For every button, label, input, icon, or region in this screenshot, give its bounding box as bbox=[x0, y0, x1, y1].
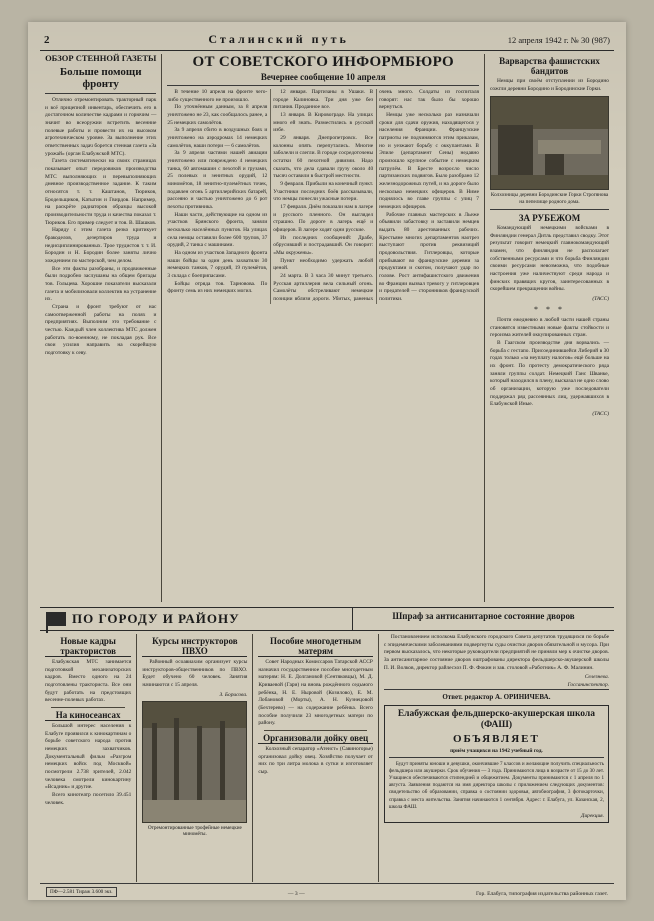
printer-imprint: Гор. Елабуга, типография издательства районных газет. bbox=[475, 891, 608, 897]
footer-rule bbox=[40, 883, 614, 884]
article-paragraph: В течение 10 апреля на фронте чего-либо существенного не произошло. bbox=[167, 89, 268, 103]
article-paragraph: Страна и фронт требуют от нас самоотверженной работы на полях и предприятиях. Выполним это требование с честью. Каждый член коллектива МТС должен работать по-военному, не покладая рук. Все свои усилия направить на скорейшую подготовку к севу. bbox=[45, 304, 157, 357]
print-run: ПФ—2.581 Тираж 3.600 экз. bbox=[46, 887, 117, 897]
article-paragraph: Елабужская МТС занимается подготовкой механизаторских кадров. Вместо одного на 24 подготовлены тракториста. Все они будут работать на предстоящих весенне-полевых работах. bbox=[45, 659, 132, 704]
article-paragraph: Рабочие главных мастерских в Льеже объявили забастовку и заставили немцев выдать 80 арестованных рабочих. Крестьяне многих департаментов наотрез выступают против реквизиций продовольствия. Гитлеровцы, которые прибывают во французские деревни за продуктами и скотом, получают удар по голове. Рост антифашистского движения во Франции вызвал тревогу у гитлеровцев и предателей — сторонников французской политики. bbox=[379, 211, 479, 303]
article-paragraph: Почти ежедневно в любой части нашей страны становятся известными новые факты стойкости и героизма жителей оккупированных стран. bbox=[490, 316, 609, 339]
divider bbox=[45, 93, 156, 94]
article-paragraph: В Гаагском производстве дня ворвались — борьба с гестапо. Присоединившейся Либерий в 30 годах только «за неуплату налогов» ещё больше на их фронт. По протесту демократического ряда заняли группы солдат. Немецкий Ганс Шванке, который находился в плену, высказал не одно слово об организации, которую уже последователи поддержал ряд рассеянных лиц, удержавшихся в Елабужской Иные. bbox=[490, 339, 609, 408]
ad-signature: Дирекция. bbox=[581, 813, 604, 820]
flag-icon bbox=[46, 612, 66, 626]
lower-column-2 bbox=[136, 634, 252, 882]
page-number: 2 bbox=[44, 34, 50, 46]
ad-subtitle: приём учащихся на 1942 учебный год. bbox=[450, 748, 543, 755]
kicker-stennaya: ОБЗОР СТЕННОЙ ГАЗЕТЫ bbox=[45, 53, 157, 63]
ad-body: Будут приняты юноши и девушки, окончившие 7 классов и желающие получить специальность фельдшера или акушерки. Срок обучения — 3 года. Принимаются лица в возрасте от 15 до 30 лет. Учащиеся обеспечиваются стипендией и общежитием. Документы принимаются с 1 апреля по 1 августа. Заявления подаются на имя директора школы с приложением следующих документов: свидетельство об образовании, справка о состоянии здоровья, автобиография, 3 фотокарточки, справка с места жительства. Занятия начинаются 1 сентября. Адрес: г. Елабуга, ул. Казанская, 2, школа ФАШ. bbox=[388, 760, 604, 810]
article-paragraph: Районный осоавиахим организует курсы инструкторов-общественников по ПВХО. Будет обучено 60 человек. Занятия начинаются с 15 апреля. bbox=[142, 659, 248, 689]
ad-fash-school bbox=[384, 705, 609, 823]
column-left bbox=[40, 54, 161, 602]
author-signature: З. Борисова. bbox=[219, 691, 248, 698]
paper-title: Сталинский путь bbox=[208, 32, 349, 46]
article-paragraph: Все эти факты разобраны, и продвиженные были подробно заслушаны на общем бригады тов. Гольцева. Хорошие показатели высказали газета и мобилизовали коллектив на устранение их. bbox=[45, 265, 157, 303]
banner-fine-title: Шпраф за антисанитарное состояние дворов bbox=[392, 611, 575, 621]
photo-caption: Колхозницы деревни Бородинские Горки Строгянова на пепелище родного дома. bbox=[490, 192, 609, 206]
lower-columns bbox=[40, 634, 614, 882]
photo-burned-village bbox=[490, 96, 609, 190]
banner-title: ПО ГОРОДУ И РАЙОНУ bbox=[72, 611, 240, 626]
article-paragraph: Отлично отремонтировать тракторный парк и всё прицепной инвентарь, обеспечить его в достаточном количестве кадрами и горючим — значит во всеоружии встретить весенние полевые работы и провести их на высоком агротехническом уровне. За выполнение этих ответственных задач борется стенная газета «За урожай» (орган Елабужской МТС). bbox=[45, 96, 157, 157]
article-paragraph: Командующий немецкими войсками в Финляндии генерал Дитль представил сводку. Этот результат говорит немецкий главнокомандующий взамен, что финляндия не располагает собственными ресурсами и что борьба Финляндии своими ресурсами невозможна, что подобные настроения уже наличествуют среди народа и финских правящих кругов, заинтересованных в скорейшем прекращении войны. bbox=[490, 224, 609, 293]
lower-column-3 bbox=[252, 634, 377, 882]
article-paragraph: Совет Народных Комиссаров Татарской АССР назначил государственное пособие многодетным матерям: Н. Е. Долгановой (Сентяковцы), М. Д. Криваевой (Гари) на вновь рождённого седьмого ребёнка, Н. Е. Ныровой (Козилово), Е. М. Лобановой (Морты), А. Н. Кузнецовой (Бехтерево) — на содержание ребёнка. Всего пособие получили 23 многодетных матери по району. bbox=[258, 659, 373, 727]
masthead-rule bbox=[40, 50, 614, 51]
lower-column-4 bbox=[378, 634, 614, 882]
article-paragraph: По уточнённым данным, за 8 апреля уничтожено не 23, как сообщалось ранее, а 25 немецких самолётов. bbox=[167, 104, 268, 126]
lower-column-1 bbox=[40, 634, 136, 882]
article-paragraph: За 9 апреля сбито в воздушных боях и уничтожено на аэродромах 14 немецких самолётов, наши потери — 6 самолётов. bbox=[167, 127, 268, 149]
article-paragraph: Всего кинотеатр посетило 39.451 человек. bbox=[45, 792, 132, 806]
newspaper-page bbox=[28, 22, 626, 900]
article-paragraph: Из последних сообщений: Драбе, обрусивший и пострадавший. Он говорит: «Мы окружены». bbox=[273, 234, 374, 257]
divider bbox=[51, 707, 125, 708]
subheadline: Вечернее сообщение 10 апреля bbox=[260, 72, 386, 82]
divider bbox=[389, 757, 604, 758]
folio: — 3 — bbox=[287, 891, 305, 897]
headline-posobie: Пособие многодетным матерям bbox=[258, 636, 372, 657]
article-paragraph: Немцы уже несколько раз назначали сроки для сдачи оружия, находящегося у населения Франции. Французские патриоты не подчиняются этим приказам, но и уезжают борьбу с оккупантами. В Эпиле (департамент Сены) недавно произошло крупное событие с немецким патрулём. В Бресте возросло число партизанских подвигов. Было разобрано 12 железнодорожных путей, и на дороге было несколько немецких офицеров. В Ниме поднялось во главе группы с улиц 7 немецких офицеров. bbox=[379, 112, 479, 211]
issue-date: 12 апреля 1942 г. № 30 (987) bbox=[507, 35, 610, 45]
article-paragraph: 13 января. В Кировограде. На улицах много ей знать. Разместились в русской избе. bbox=[273, 112, 374, 134]
headline-new-cadres: Новые кадры трактористов bbox=[45, 636, 131, 657]
article-paragraph: Пункт необходимо удержать любой ценой. bbox=[273, 257, 374, 272]
headline-varvarstva: Варварства фашистских бандитов bbox=[499, 56, 600, 76]
section-banner bbox=[40, 607, 614, 631]
article-paragraph: За 9 апреля частями нашей авиации уничтожено или повреждено 4 немецких танка, 60 автомашин с пехотой и грузами, 25 полевых и зенитных орудий, 12 миномётов, 18 зенитно-пулемётных точек, подавлен огонь 5 артиллерийских батарей, рассеяно и частью уничтожено до 6 рот пехоты противника. bbox=[167, 150, 268, 211]
article-paragraph: 17 февраля. Днём показали нам в лагере и русского пленного. Он выглядел страшно. По дороге в лагерь ещё и офицеров. В лагере ходят одни русские. bbox=[273, 204, 374, 234]
agency-credit: (ТАСС) bbox=[592, 295, 609, 302]
divider bbox=[384, 689, 609, 690]
page-title: ОТ СОВЕТСКОГО ИНФОРМБЮРО bbox=[192, 54, 454, 70]
author-role: Госсанинспектор. bbox=[567, 682, 609, 689]
headline-kinoseans: На киносеансах bbox=[45, 710, 131, 721]
ad-title: Елабужская фельдшерско-акушерская школа (ФАШ) bbox=[397, 709, 595, 731]
article-paragraph: Постановлением исполкома Елабужского городского Совета депутатов трудящихся по борьбе с эпидемическими заболеваниями подвергнуты суды очистки дворов обязательной и мусора. При первом высказалось, что некоторые руководители предприятий не приняли мер к очистке дворов. За антисанитарное состояние дворов оштрафованы директора фельдшерско-акушерской школы П. И. Волков, директор райлесхоз П. Ф. Фокин и зав. столовой «Работник» А. Ф. Малинин. bbox=[383, 634, 609, 671]
informburo-body bbox=[167, 89, 479, 304]
divider bbox=[264, 730, 366, 731]
column-center bbox=[161, 54, 484, 602]
editor-line: Ответ. редактор А. ОРИНИЧЕВА. bbox=[442, 693, 551, 702]
article-paragraph: Бойцы отряда тов. Тарновова. По фронту семь из них немецких могил. bbox=[167, 280, 268, 295]
article-paragraph: Газета систематически на своих страницах показывает опыт передовиков производства МТС выполняющих и перевыполняющих дневное производственное задание. К таким относятся т. т. Каштанов, Тюриков, Бродельщиков, Катыгин и Гвирдов. Например, на раскрёте радиаторов образцы высокой производительности труда и качества показал т. Тюриков. Его пример следует и тов. В. Шашков. bbox=[45, 158, 157, 226]
article-paragraph: Наряду с этим газета резко критикует бракоделов, дезертиров труда и недисциплинированных. Трое трудистов т. т. И. Бородин и Н. Бородин более заняты лично хождением по мастерской, чем делом. bbox=[45, 227, 157, 265]
divider bbox=[490, 209, 609, 210]
article-paragraph: Немцы при своём отступлении из Бородино сожгли деревни Бородино и Бородинские Горки. bbox=[490, 78, 609, 92]
footer bbox=[40, 887, 614, 897]
article-paragraph: 29 января. Днепропетровск. Все колонны опять перепутались. Многие заболели и слегли. В городе сосредоточены остатки 60 пехотной дивизии. Надо сказать, что дела сдавали грузу около 40 тысяч оставили в быстрой местности. bbox=[273, 135, 374, 180]
ad-announce: ОБЪЯВЛЯЕТ bbox=[453, 733, 540, 746]
masthead bbox=[40, 32, 614, 49]
article-paragraph: Наши части, действующие на одном из участков Брянского фронта, заняли несколько населённых пунктов. На улицах села немцы оставили более 600 трупов, 37 орудий, 2 танка с машинами. bbox=[167, 211, 268, 249]
agency-credit: (ТАСС) bbox=[592, 410, 609, 417]
headline-pomoshi: Больше помощи фронту bbox=[59, 65, 142, 90]
author-signature: Селезнева. bbox=[584, 674, 609, 681]
article-paragraph: 12 января. Партизаны в Ушаки. В городе Калиновка. Три дня уже без питания. Проданное все. bbox=[273, 89, 374, 111]
photo-caption: Отремонтированные трофейные немецкие миномёты. bbox=[147, 824, 242, 838]
photo-mortars bbox=[142, 701, 247, 823]
divider bbox=[167, 85, 479, 86]
article-paragraph: 24 марта. В 3 часа 30 минут третьего. Русская артиллерия вела сильный огонь. Самолёты обстреливают немецкие позиции вблизи дороги. Убитых, раненых очень много. Солдаты из госпиталя говорят: нас так было бы хорошо вернуться. bbox=[273, 89, 479, 303]
banner-city-district bbox=[40, 608, 353, 630]
column-right bbox=[484, 54, 614, 602]
main-columns bbox=[40, 54, 614, 602]
headline-pvho-courses: Курсы инструкторов ПВХО bbox=[142, 636, 247, 657]
ornament-dots: * * * bbox=[534, 304, 566, 314]
headline-doyka: Организовали дойку овец bbox=[258, 733, 372, 744]
headline-zarubezhom: ЗА РУБЕЖОМ bbox=[518, 212, 581, 223]
article-paragraph: Большой интерес населения к Елабуге проявился к кинокартинам о борьбе советского народа против немецких захватчиков. Документальный фильм «Разгром немецких войск под Москвой» посмотрели 2.738 зрителей, 2.042 человека смотрели кинокартину «Всадник» и другие. bbox=[45, 723, 132, 791]
article-paragraph: На одном из участков Западного фронта наши бойцы за один день захватили 30 немецких танков, 7 орудий, 19 пулемётов, 3 склада с боеприпасами. bbox=[167, 250, 268, 280]
article-paragraph: 9 февраля. Прибыли на конечный пункт. Участники последних боёв рассказывали, что немцы понесли ужасные потери. bbox=[273, 181, 374, 203]
article-paragraph: Колхозный сепаратор «Атеист» (Савиногорье) организовал дойку овец. Хозяйство получает от них по три литра молока в сутки и изготовляет сыр. bbox=[258, 746, 373, 776]
